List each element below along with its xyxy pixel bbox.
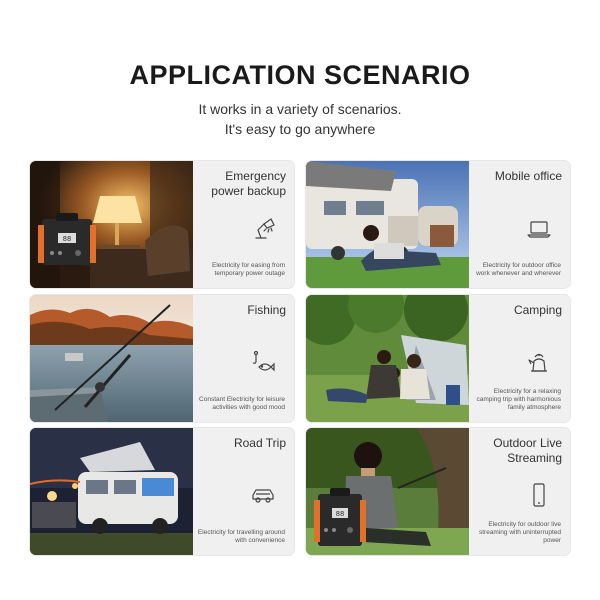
scenario-card-mobile-office (306, 161, 570, 288)
camping-photo (306, 295, 469, 422)
power-station (38, 213, 96, 265)
laptop-icon (526, 215, 552, 241)
subtitle-line-1: It works in a variety of scenarios. (198, 101, 402, 117)
page-title: APPLICATION SCENARIO (129, 60, 471, 90)
scenario-desc: Electricity for outdoor live streaming with uninterrupted power (478, 521, 561, 544)
fishing-photo (30, 295, 193, 422)
kettle-icon (526, 349, 552, 375)
live-streaming-photo (306, 428, 469, 555)
road-trip-photo (30, 428, 193, 555)
scenario-desc: Constant Electricity for leisure activities with good mood (199, 396, 285, 411)
scenario-card-camping (306, 295, 570, 422)
scenario-desc: Electricity for easing from temporary power outage (212, 262, 285, 277)
scenario-card-fishing (30, 295, 294, 422)
scenario-desc: Electricity for travelling around with convenience (197, 529, 285, 544)
mobile-office-photo (306, 161, 469, 288)
car-icon (250, 482, 276, 508)
scenario-desc: Electricity for outdoor office work whenever and wherever (476, 262, 561, 277)
scenario-title: Camping (513, 303, 562, 317)
scenario-card-emergency (30, 161, 294, 288)
subtitle-line-2: It's easy to go anywhere (224, 121, 376, 137)
desk-lamp-icon (250, 215, 276, 241)
scenario-card-road-trip (30, 428, 294, 555)
scenario-title: Fishing (247, 303, 286, 317)
emergency-photo (30, 161, 193, 288)
fish-hook-icon (250, 349, 276, 375)
scenario-title: Mobile office (494, 169, 562, 183)
svg-text:88: 88 (335, 511, 345, 519)
scenario-title: Road Trip (233, 436, 286, 450)
scenario-title: Outdoor Live Streaming (493, 436, 562, 465)
scenario-card-live-streaming (306, 428, 570, 555)
svg-text:88: 88 (62, 236, 72, 244)
scenario-title: Emergency power backup (211, 169, 286, 198)
scenario-desc: Electricity for a relaxing camping trip with harmonious family atmosphere (476, 388, 561, 411)
smartphone-icon (526, 482, 552, 508)
power-station (314, 488, 366, 546)
